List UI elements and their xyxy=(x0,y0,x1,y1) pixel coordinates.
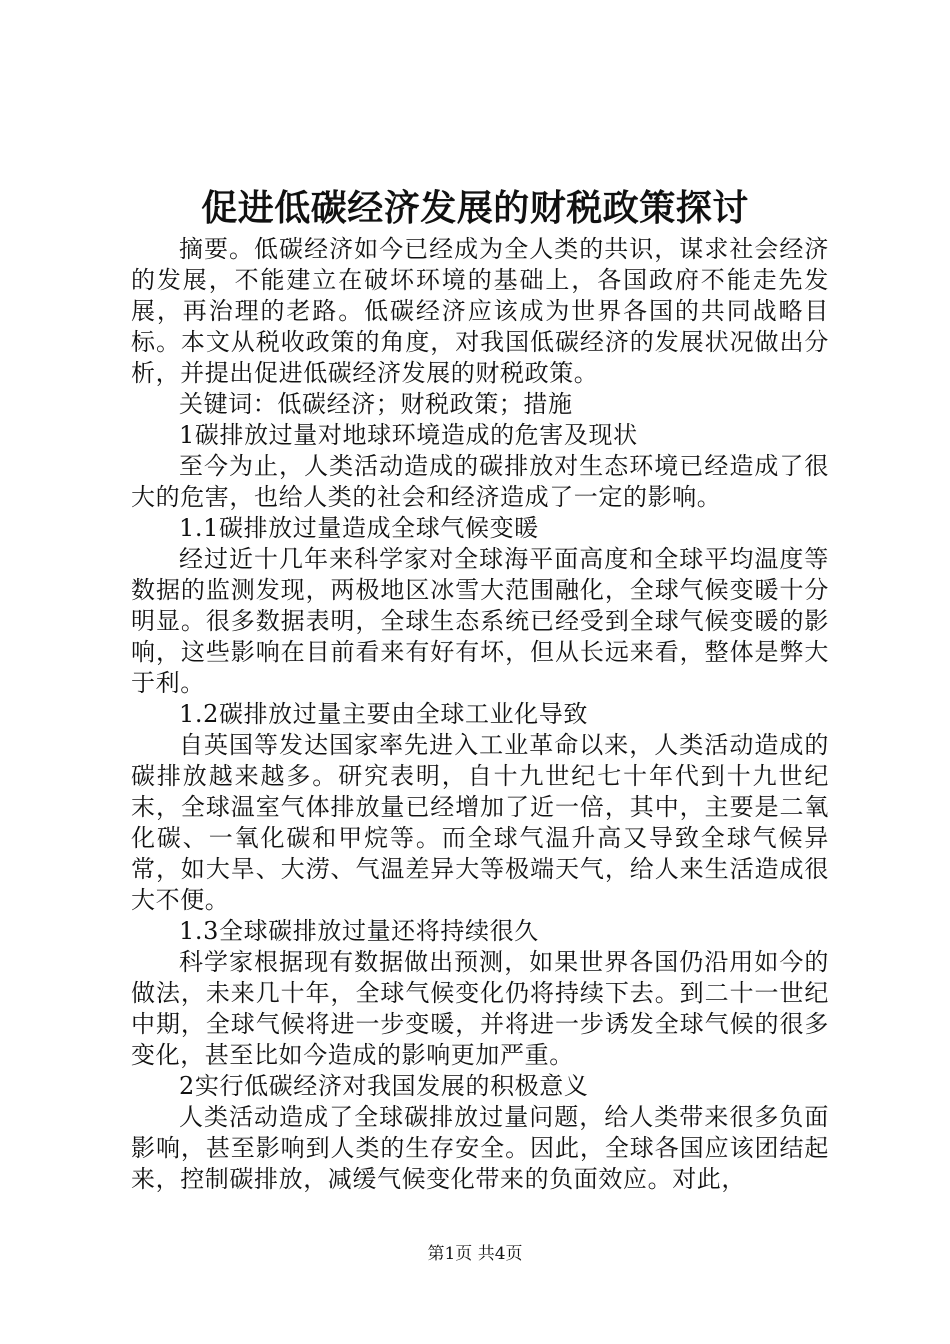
body-paragraph: 人类活动造成了全球碳排放过量问题，给人类带来很多负面影响，甚至影响到人类的生存安全。因此，全球各国应该团结起来，控制碳排放，减缓气候变化带来的负面效应。对此， xyxy=(131,1103,829,1193)
subsection-heading: 1.3全球碳排放过量还将持续很久 xyxy=(179,917,539,945)
subsection-heading: 1.1碳排放过量造成全球气候变暖 xyxy=(179,514,539,542)
body-paragraph: 经过近十几年来科学家对全球海平面高度和全球平均温度等数据的监测发现，两极地区冰雪大范围融化，全球气候变暖十分明显。很多数据表明，全球生态系统已经受到全球气候变暖的影响，这些影响在目前看来有好有坏，但从长远来看，整体是弊大于利。 xyxy=(131,545,829,697)
keywords-line: 关键词：低碳经济；财税政策；措施 xyxy=(179,390,573,418)
body-paragraph: 科学家根据现有数据做出预测，如果世界各国仍沿用如今的做法，未来几十年，全球气候变化仍将持续下去。到二十一世纪中期，全球气候将进一步变暖，并将进一步诱发全球气候的很多变化，甚至比如今造成的影响更加严重。 xyxy=(131,948,829,1069)
section-heading: 2实行低碳经济对我国发展的积极意义 xyxy=(179,1072,589,1100)
subsection-heading: 1.2碳排放过量主要由全球工业化导致 xyxy=(179,700,588,728)
document-title: 促进低碳经济发展的财税政策探讨 xyxy=(201,187,749,229)
page-footer: 第1页 共4页 xyxy=(427,1244,523,1264)
document-body xyxy=(131,234,829,1195)
section-heading: 1碳排放过量对地球环境造成的危害及现状 xyxy=(179,421,638,449)
body-paragraph: 至今为止，人类活动造成的碳排放对生态环境已经造成了很大的危害，也给人类的社会和经济造成了一定的影响。 xyxy=(131,452,829,511)
body-paragraph: 自英国等发达国家率先进入工业革命以来，人类活动造成的碳排放越来越多。研究表明，自十九世纪七十年代到十九世纪末，全球温室气体排放量已经增加了近一倍，其中，主要是二氧化碳、一氧化碳和甲烷等。而全球气温升高又导致全球气候异常，如大旱、大涝、气温差异大等极端天气，给人来生活造成很大不便。 xyxy=(131,731,829,914)
abstract-paragraph: 摘要。低碳经济如今已经成为全人类的共识，谋求社会经济的发展，不能建立在破坏环境的基础上，各国政府不能走先发展，再治理的老路。低碳经济应该成为世界各国的共同战略目标。本文从税收政策的角度，对我国低碳经济的发展状况做出分析，并提出促进低碳经济发展的财税政策。 xyxy=(131,235,829,387)
